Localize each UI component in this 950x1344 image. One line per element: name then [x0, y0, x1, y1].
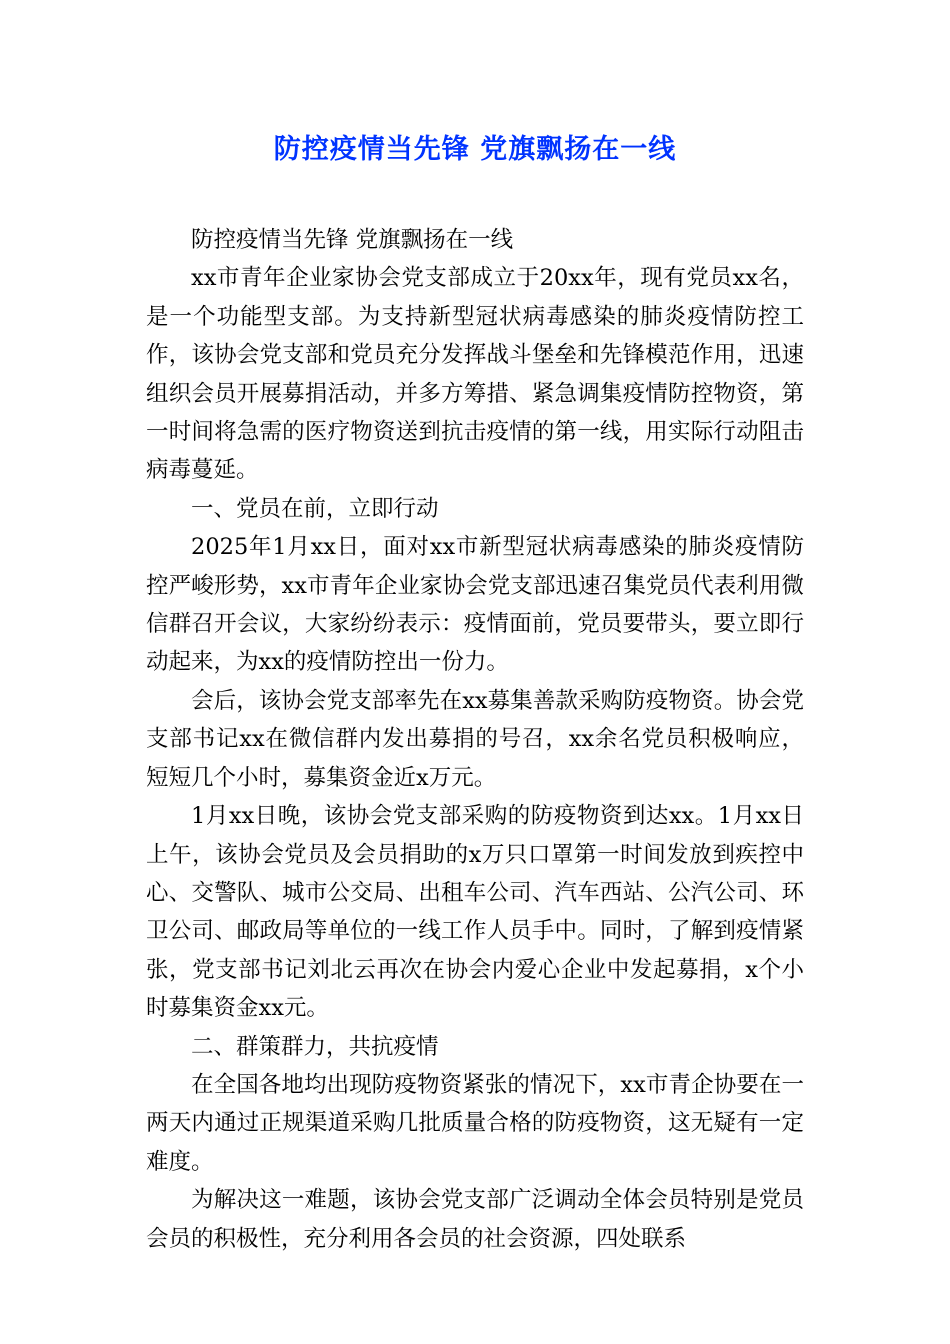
- paragraph: xx市青年企业家协会党支部成立于20xx年，现有党员xx名，是一个功能型支部。为支持新型冠状病毒感染的肺炎疫情防控工作，该协会党支部和党员充分发挥战斗堡垒和先锋模范作用，迅速组织会员开展募捐活动，并多方筹措、紧急调集疫情防控物资，第一时间将急需的医疗物资送到抗击疫情的第一线，用实际行动阻击病毒蔓延。: [146, 265, 804, 484]
- paragraph: 在全国各地均出现防疫物资紧张的情况下，xx市青企协要在一两天内通过正规渠道采购几批质量合格的防疫物资，这无疑有一定难度。: [146, 1071, 804, 1175]
- paragraph: 1月xx日晚，该协会党支部采购的防疫物资到达xx。1月xx日上午，该协会党员及会员捐助的x万只口罩第一时间发放到疾控中心、交警队、城市公交局、出租车公司、汽车西站、公汽公司、环卫公司、邮政局等单位的一线工作人员手中。同时，了解到疫情紧张，党支部书记刘北云再次在协会内爱心企业中发起募捐，x个小时募集资金xx元。: [146, 803, 804, 1022]
- paragraph: 会后，该协会党支部率先在xx募集善款采购防疫物资。协会党支部书记xx在微信群内发出募捐的号召，xx余名党员积极响应，短短几个小时，募集资金近x万元。: [146, 687, 804, 791]
- section-heading: 二、群策群力，共抗疫情: [191, 1033, 439, 1060]
- paragraph: 2025年1月xx日，面对xx市新型冠状病毒感染的肺炎疫情防控严峻形势，xx市青年企业家协会党支部迅速召集党员代表利用微信群召开会议，大家纷纷表示：疫情面前，党员要带头，要立即行动起来，为xx的疫情防控出一份力。: [146, 534, 804, 676]
- document-body: [146, 221, 804, 1258]
- paragraph: 为解决这一难题，该协会党支部广泛调动全体会员特别是党员会员的积极性，充分利用各会员的社会资源，四处联系: [146, 1187, 804, 1252]
- paragraph: 防控疫情当先锋 党旗飘扬在一线: [191, 227, 514, 253]
- section-heading: 一、党员在前，立即行动: [191, 495, 439, 522]
- document-title: 防控疫情当先锋 党旗飘扬在一线: [273, 134, 677, 165]
